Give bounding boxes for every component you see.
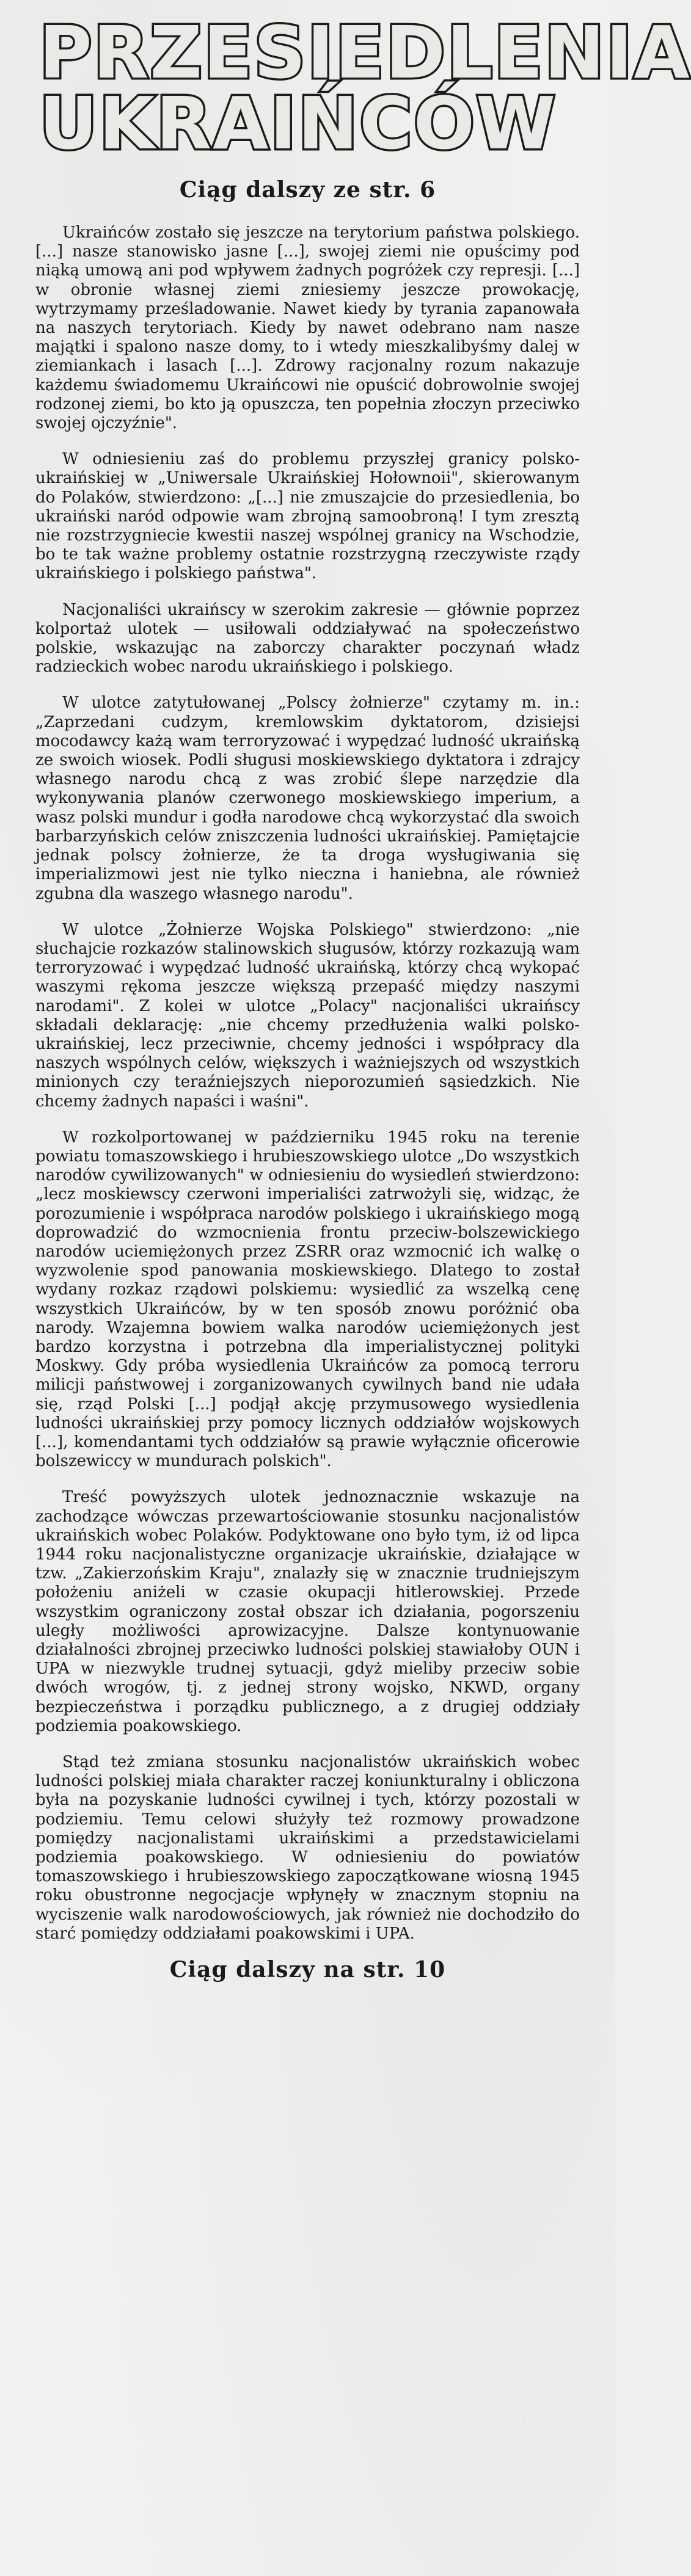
continued-on-label: Ciąg dalszy na str. 10 — [169, 1957, 446, 1983]
paragraph-5: W ulotce „Żołnierze Wojska Polskiego" stwierdzono: „nie słuchajcie rozkazów stalinowskich sługusów, którzy rozkazują wam terroryzować i wypędzać ludność ukraińską, którzy chcą wykopać waszymi rękoma jeszcze większą przepaść między naszymi narodami". Z kolei w ulotce „Polacy" nacjonaliści ukraińscy składali deklarację: „nie chcemy przedłużenia walki polsko-ukraińskiej, lecz przeciwnie, chcemy jedności i współpracy dla naszych wspólnych celów, większych i ważniejszych od wszystkich minionych czy teraźniejszych nieporozumień sąsiedzkich. Nie chcemy żadnych napaści i waśni". — [35, 920, 580, 1111]
paragraph-8: Stąd też zmiana stosunku nacjonalistów ukraińskich wobec ludności polskiej miała charakter raczej koniunkturalny i obliczona była na pozyskanie ludności cywilnej i tych, którzy pozostali w podziemiu. Temu celowi służyły też rozmowy prowadzone pomiędzy nacjonalistami ukraińskimi a przedstawicielami podziemia poakowskiego. W odniesieniu do powiatów tomaszowskiego i hrubieszowskiego zapoczątkowane wiosną 1945 roku obustronne negocjacje wpłynęły w znacznym stopniu na wyciszenie walk narodowościowych, jak również nie dochodziło do starć pomiędzy oddziałami poakowskimi i UPA. — [35, 1753, 580, 1943]
paragraph-2: W odniesieniu zaś do problemu przyszłej granicy polsko-ukraińskiej w „Uniwersale Ukraińskiej Hołownoii", skierowanym do Polaków, stwierdzono: „[...] nie zmuszajcie do przesiedlenia, bo ukraiński naród odpowie wam zbrojną samoobroną! I tym zresztą nie rozstrzygniecie kwestii naszej wspólnej granicy na Wschodzie, bo te tak ważne problemy ostatnie rozstrzygną rzeczywiste rządy ukraińskiego i polskiego państwa". — [35, 450, 580, 583]
article-body — [35, 223, 580, 1943]
headline-line-2: UKRAIŃCÓW — [39, 81, 557, 165]
continued-from-label: Ciąg dalszy ze str. 6 — [179, 177, 436, 203]
paragraph-4: W ulotce zatytułowanej „Polscy żołnierze" czytamy m. in.: „Zaprzedani cudzym, kremlowskim dyktatorom, dzisiejsi mocodawcy każą wam terroryzować i wypędzać ludność ukraińską ze swoich wiosek. Podli sługusi moskiewskiego dyktatora i zdrajcy własnego narodu chcą z was zrobić ślepe narzędzie dla wykonywania planów czerwonego moskiewskiego imperium, a wasz polski mundur i godła narodowe chcą wykorzystać dla swoich barbarzyńskich celów zniszczenia ludności ukraińskiej. Pamiętajcie jednak polscy żołnierze, że ta droga wysługiwania się imperializmowi jest nie tylko nieczna i haniebna, ale również zgubna dla waszego własnego narodu". — [35, 694, 580, 903]
headline — [35, 10, 691, 165]
paragraph-3: Nacjonaliści ukraińscy w szerokim zakresie — głównie poprzez kolportaż ulotek — usiłowali oddziaływać na społeczeństwo polskie, wskazując na zaborczy charakter poczynań władz radzieckich wobec narodu ukraińskiego i polskiego. — [35, 600, 580, 677]
paragraph-7: Treść powyższych ulotek jednoznacznie wskazuje na zachodzące wówczas przewartościowanie stosunku nacjonalistów ukraińskich wobec Polaków. Podyktowane ono było tym, iż od lipca 1944 roku nacjonalistyczne organizacje ukraińskie, działające w tzw. „Zakierzońskim Kraju", znalazły się w znacznie trudniejszym położeniu aniżeli w czasie okupacji hitlerowskiej. Przede wszystkim ograniczony został obszar ich działania, pogorszeniu uległy możliwości aprowizacyjne. Dalsze kontynuowanie działalności zbrojnej przeciwko ludności polskiej stawiałoby OUN i UPA w niezwykle trudnej sytuacji, gdyż mieliby przeciw sobie dwóch wrogów, tj. z jednej strony wojsko, NKWD, organy bezpieczeństwa i porządku publicznego, a z drugiej oddziały podziemia poakowskiego. — [35, 1488, 580, 1735]
paragraph-1: Ukraińców zostało się jeszcze na terytorium państwa polskiego. [...] nasze stanowisko jasne [...], swojej ziemi nie opuścimy pod niąką umową ani pod wpływem żadnych pogróżek czy represji. [...] w obronie własnej ziemi zniesiemy jeszcze prowokację, wytrzymamy prześladowanie. Nawet kiedy by tyrania zapanowała na naszych terytoriach. Kiedy by nawet odebrano nam nasze majątki i spalono nasze domy, to i wtedy mieszkalibyśmy dalej w ziemiankach i lasach [...]. Zdrowy racjonalny rozum nakazuje każdemu świadomemu Ukraińcowi nie opuścić dobrowolnie swojej rodzonej ziemi, bo kto ją opuszcza, ten popełnia złoczyn przeciwko swojej ojczyźnie". — [35, 223, 580, 433]
paragraph-6: W rozkolportowanej w październiku 1945 roku na terenie powiatu tomaszowskiego i hrubieszowskiego ulotce „Do wszystkich narodów cywilizowanych" w odniesieniu do wysiedleń stwierdzono: „lecz moskiewscy czerwoni imperialiści zatrwożyli się, widząc, że porozumienie i współpraca narodów polskiego i ukraińskiego mogą doprowadzić do wzmocnienia frontu przeciw-bolszewickiego narodów uciemiężonych przez ZSRR oraz wzmocnić ich walkę o wyzwolenie spod panowania moskiewskiego. Dlatego to został wydany rozkaz rządowi polskiemu: wysiedlić za wszelką cenę wszystkich Ukraińców, by w ten sposób znowu poróżnić oba narody. Wzajemna bowiem walka narodów uciemiężonych jest bardzo korzystna i potrzebna dla imperialistycznej polityki Moskwy. Gdy próba wysiedlenia Ukraińców za pomocą terroru milicji państwowej i zorganizowanych cywilnych band nie udała się, rząd Polski [...] podjął akcję przymusowego wysiedlenia ludności ukraińskiej przy pomocy licznych oddziałów wojskowych [...], komendantami tych oddziałów są prawie wyłącznie oficerowie bolszewiccy w mundurach polskich". — [35, 1128, 580, 1471]
headline-line-1: PRZESIEDLENIA — [39, 10, 691, 95]
